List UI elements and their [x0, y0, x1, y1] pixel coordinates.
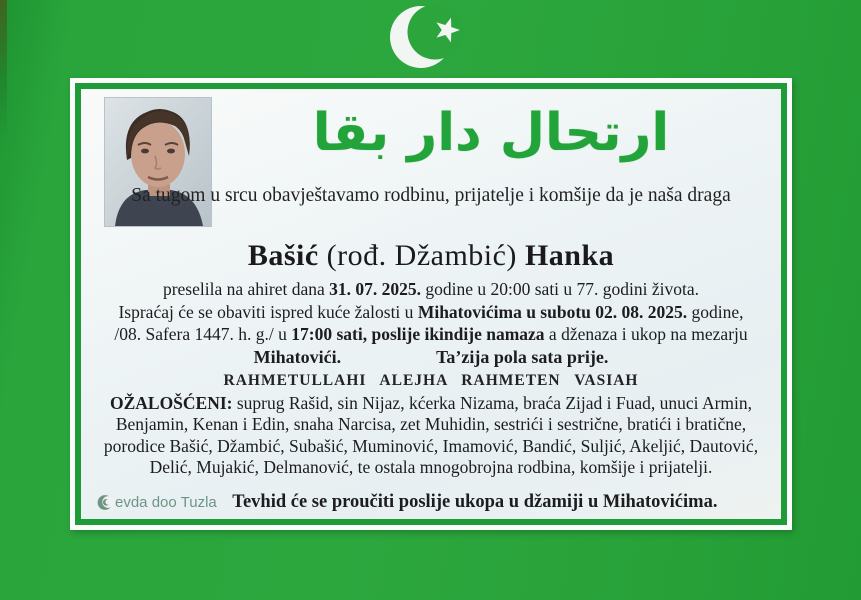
first-name: Hanka — [524, 239, 615, 272]
detail-text: godine, — [687, 301, 744, 322]
detail-text: godine u 20:00 sati u 77. godini života. — [421, 279, 700, 299]
mourners-line: suprug Rašid, sin Nijaz, kćerka Nizama, braća Zijad i Fuad, unuci Armin, — [232, 392, 753, 413]
detail-text: Ispraćaj će se obaviti ispred kuće žalosti u — [118, 301, 418, 322]
crescent-and-star-icon — [388, 4, 474, 70]
mourners-line: Benjamin, Kenan i Edin, snaha Narcisa, zet Muhidin, sestrići i sestrične, bratići i bratične, — [115, 414, 747, 434]
company-name: evda doo Tuzla — [115, 494, 217, 511]
death-date: 31. 07. 2025. — [329, 279, 421, 299]
mourners-line: Delić, Mujakić, Delmanović, te ostala mnogobrojna rodbina, komšije i prijatelji. — [149, 457, 713, 477]
detail-line-death — [89, 278, 773, 301]
paper-edge-shadow — [0, 0, 7, 140]
crescent-c-icon — [97, 494, 114, 511]
top-section — [89, 91, 773, 237]
surname: Bašić — [247, 239, 319, 272]
detail-text: a dženaza i ukop na mezarju — [544, 324, 748, 344]
funeral-company-logo — [89, 494, 217, 511]
detail-text: /08. Safera 1447. h. g./ u — [114, 324, 292, 344]
notice-content — [75, 83, 787, 525]
crescent-and-star-svg — [388, 4, 474, 70]
maiden-name: (rođ. Džambić) — [326, 239, 517, 272]
place-line — [89, 346, 773, 369]
detail-text: preselila na ahiret dana — [162, 279, 330, 299]
funeral-time: 17:00 sati, poslije ikindije namaza — [291, 324, 545, 344]
tevhid-line: Tevhid će se proučiti poslije ukopa u džamiji u Mihatovićima. — [232, 492, 718, 512]
details-block — [89, 278, 773, 369]
arabic-calligraphy: ارتحال دار بقا — [312, 103, 670, 163]
detail-line-time — [89, 323, 773, 346]
footer-row — [89, 492, 773, 513]
notice-frame — [70, 78, 792, 530]
tazija-note: Ta’zija pola sata prije. — [436, 346, 609, 367]
mourners-line: porodice Bašić, Džambić, Subašić, Muminović, Imamović, Bandić, Suljić, Akeljić, Dautović, — [103, 435, 759, 456]
mourners-label: OŽALOŠĆENI: — [109, 392, 233, 413]
funeral-place-date: Mihatovićima u subotu 02. 08. 2025. — [417, 301, 688, 322]
intro-line: Sa tugom u srcu obavještavamo rodbinu, prijatelje i komšije da je naša draga — [131, 185, 731, 206]
prayer-line: RAHMETULLAHI ALEJHA RAHMETEN VASIAH — [223, 371, 639, 389]
cemetery-name: Mihatovići. — [253, 346, 342, 367]
mourners-paragraph — [89, 393, 773, 479]
deceased-name — [89, 239, 773, 273]
detail-line-procession — [89, 301, 773, 324]
